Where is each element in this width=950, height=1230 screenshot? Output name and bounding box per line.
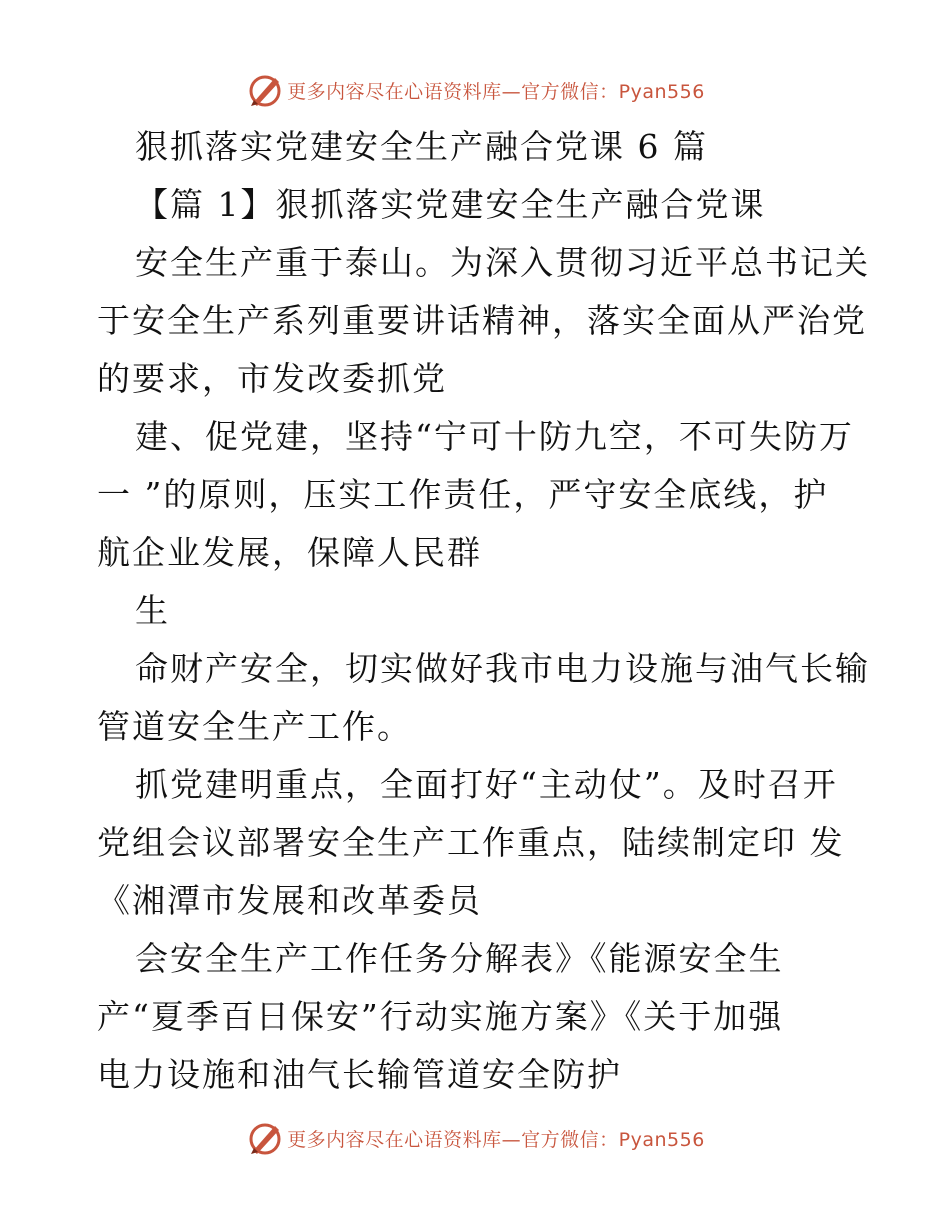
body-line: 产“夏季百日保安”行动实施方案》《关于加强: [97, 997, 784, 1036]
header-watermark-banner: [0, 70, 950, 110]
body-line: 管道安全生产工作。: [97, 707, 412, 746]
document-title: 狠抓落实党建安全生产融合党课 6 篇: [135, 127, 708, 166]
body-line: 抓党建明重点，全面打好“主动仗”。及时召开: [135, 765, 838, 804]
body-line: 会安全生产工作任务分解表》《能源安全生: [135, 939, 784, 978]
body-line: 党组会议部署安全生产工作重点，陆续制定印 发: [97, 823, 845, 862]
body-line: 电力设施和油气长输管道安全防护: [97, 1055, 622, 1094]
pen-logo-icon: [245, 1118, 285, 1158]
header-banner-text: 更多内容尽在心语资料库—官方微信：Pyan556: [287, 80, 705, 103]
body-line: 于安全生产系列重要讲话精神，落实全面从严治党: [97, 301, 867, 340]
footer-banner-text: 更多内容尽在心语资料库—官方微信：Pyan556: [287, 1128, 705, 1151]
body-line: 航企业发展，保障人民群: [97, 533, 482, 572]
body-line: 《湘潭市发展和改革委员: [97, 881, 482, 920]
body-line: 一 ”的原则，压实工作责任，严守安全底线，护: [97, 475, 829, 514]
section-heading: 【篇 1】狠抓落实党建安全生产融合党课: [135, 185, 766, 224]
body-line: 的要求，市发改委抓党: [97, 359, 447, 398]
body-line: 生: [135, 591, 170, 630]
body-line: 命财产安全，切实做好我市电力设施与油气长输: [135, 649, 870, 688]
footer-watermark-banner: [0, 1118, 950, 1158]
body-line: 安全生产重于泰山。为深入贯彻习近平总书记关: [135, 243, 870, 282]
body-line: 建、促党建，坚持“宁可十防九空，不可失防万: [135, 417, 854, 456]
pen-logo-icon: [245, 70, 285, 110]
